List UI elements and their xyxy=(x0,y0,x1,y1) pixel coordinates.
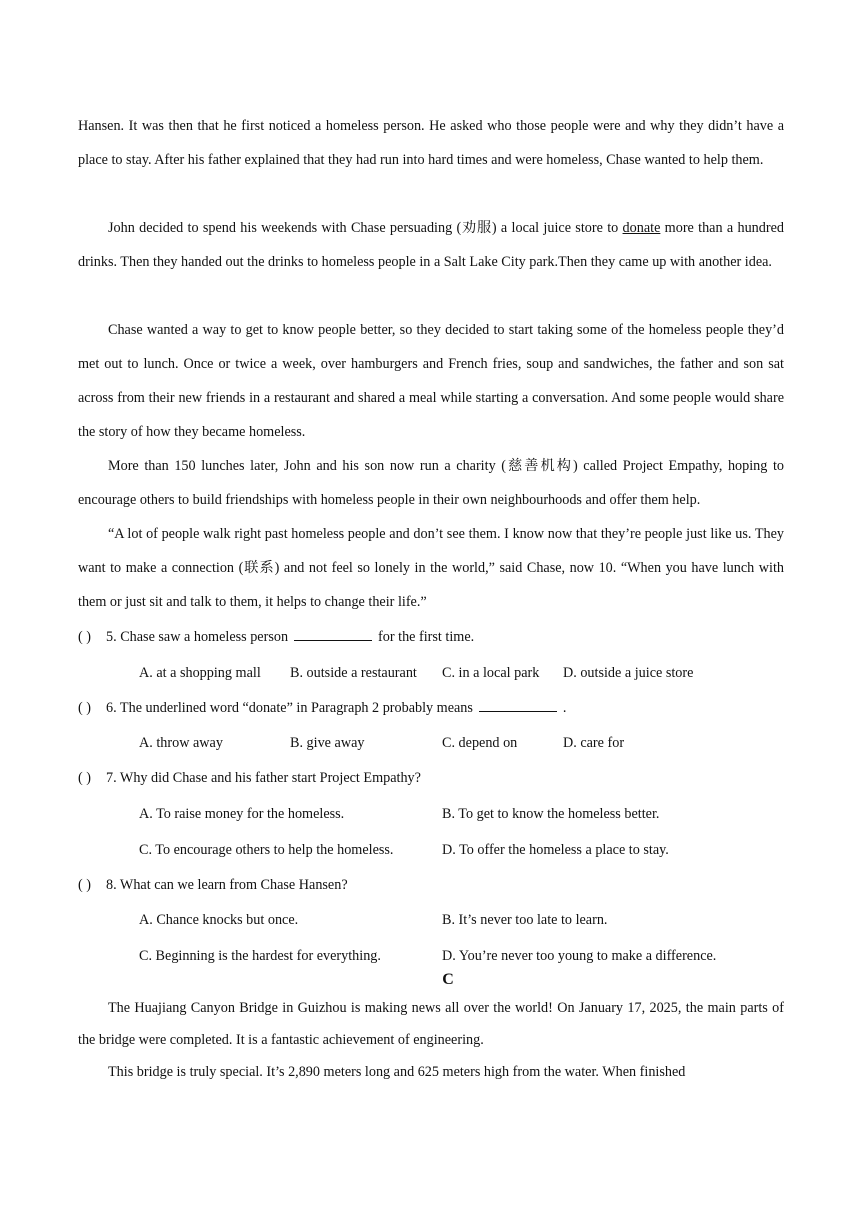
option-6b: B. give away xyxy=(290,735,365,751)
option-8d: D. You’re never too young to make a difference. xyxy=(442,948,717,964)
question-5 xyxy=(78,627,784,647)
answer-paren[interactable]: ( ) xyxy=(78,770,91,786)
passage-paragraph-4: More than 150 lunches later, John and his son now run a charity (慈善机构) called Project Empathy, hoping to encourage others to build friendships with homeless people in their own neighbourhoods and offer them help. xyxy=(78,458,784,508)
question-stem-end: . xyxy=(562,700,567,716)
answer-blank xyxy=(294,627,372,641)
answer-paren[interactable]: ( ) xyxy=(78,629,91,645)
answer-paren[interactable]: ( ) xyxy=(78,877,91,893)
option-7c: C. To encourage others to help the homeless. xyxy=(139,842,394,858)
paragraph-2-text-end: more than a hundred drinks. Then they handed out the drinks to homeless people in a Salt Lake City park.Then they came up with another idea. xyxy=(78,220,784,270)
option-5c: C. in a local park xyxy=(442,665,540,681)
passage-paragraph-1: Hansen. It was then that he first noticed a homeless person. He asked who those people were and why they didn’t have a place to stay. After his father explained that they had run into hard times and were homeless, Chase wanted to help them. xyxy=(78,118,784,168)
passage-paragraph-2 xyxy=(78,211,784,279)
passage-paragraph-5: “A lot of people walk right past homeless people and don’t see them. I know now that they’re people just like us. They want to make a connection (联系) and not feel so lonely in the world,” said Chase, now 10. “When you have lunch with them or just sit and talk to them, it helps to change their life.” xyxy=(78,526,784,610)
passage-paragraph-3: Chase wanted a way to get to know people better, so they decided to start taking some of the homeless people they’d met out to lunch. Once or twice a week, over hamburgers and French fries, soup and sandwiches, the father and son sat across from their new friends in a restaurant and shared a meal while starting a conversation. And some people would share the story of how they became homeless. xyxy=(78,322,784,440)
option-8a: A. Chance knocks but once. xyxy=(139,912,299,928)
option-7a: A. To raise money for the homeless. xyxy=(139,806,345,822)
option-6a: A. throw away xyxy=(139,735,223,751)
section-c-paragraph-1: The Huajiang Canyon Bridge in Guizhou is making news all over the world! On January 17, 2025, the main parts of the bridge were completed. It is a fantastic achievement of engineering. xyxy=(78,1000,784,1048)
section-title-c: C xyxy=(442,971,454,988)
question-stem: 7. Why did Chase and his father start Project Empathy? xyxy=(106,770,421,786)
option-8b: B. It’s never too late to learn. xyxy=(442,912,608,928)
question-stem: 6. The underlined word “donate” in Paragraph 2 probably means xyxy=(106,700,473,716)
option-5a: A. at a shopping mall xyxy=(139,665,261,681)
underlined-word-donate: donate xyxy=(622,220,661,236)
question-7 xyxy=(78,768,784,788)
question-6 xyxy=(78,698,784,718)
paragraph-2-text-start: John decided to spend his weekends with Chase persuading (劝服) a local juice store to xyxy=(108,220,623,236)
section-c-paragraph-2: This bridge is truly special. It’s 2,890 meters long and 625 meters high from the water. When finished xyxy=(108,1064,686,1080)
question-stem: 8. What can we learn from Chase Hansen? xyxy=(106,877,348,893)
option-5d: D. outside a juice store xyxy=(563,665,694,681)
option-5b: B. outside a restaurant xyxy=(290,665,417,681)
answer-paren[interactable]: ( ) xyxy=(78,700,91,716)
question-stem-end: for the first time. xyxy=(378,629,475,645)
option-6d: D. care for xyxy=(563,735,625,751)
question-stem: 5. Chase saw a homeless person xyxy=(106,629,289,645)
option-7b: B. To get to know the homeless better. xyxy=(442,806,660,822)
answer-blank xyxy=(479,698,557,712)
option-7d: D. To offer the homeless a place to stay. xyxy=(442,842,669,858)
question-8 xyxy=(78,875,784,895)
option-6c: C. depend on xyxy=(442,735,518,751)
option-8c: C. Beginning is the hardest for everything. xyxy=(139,948,381,964)
